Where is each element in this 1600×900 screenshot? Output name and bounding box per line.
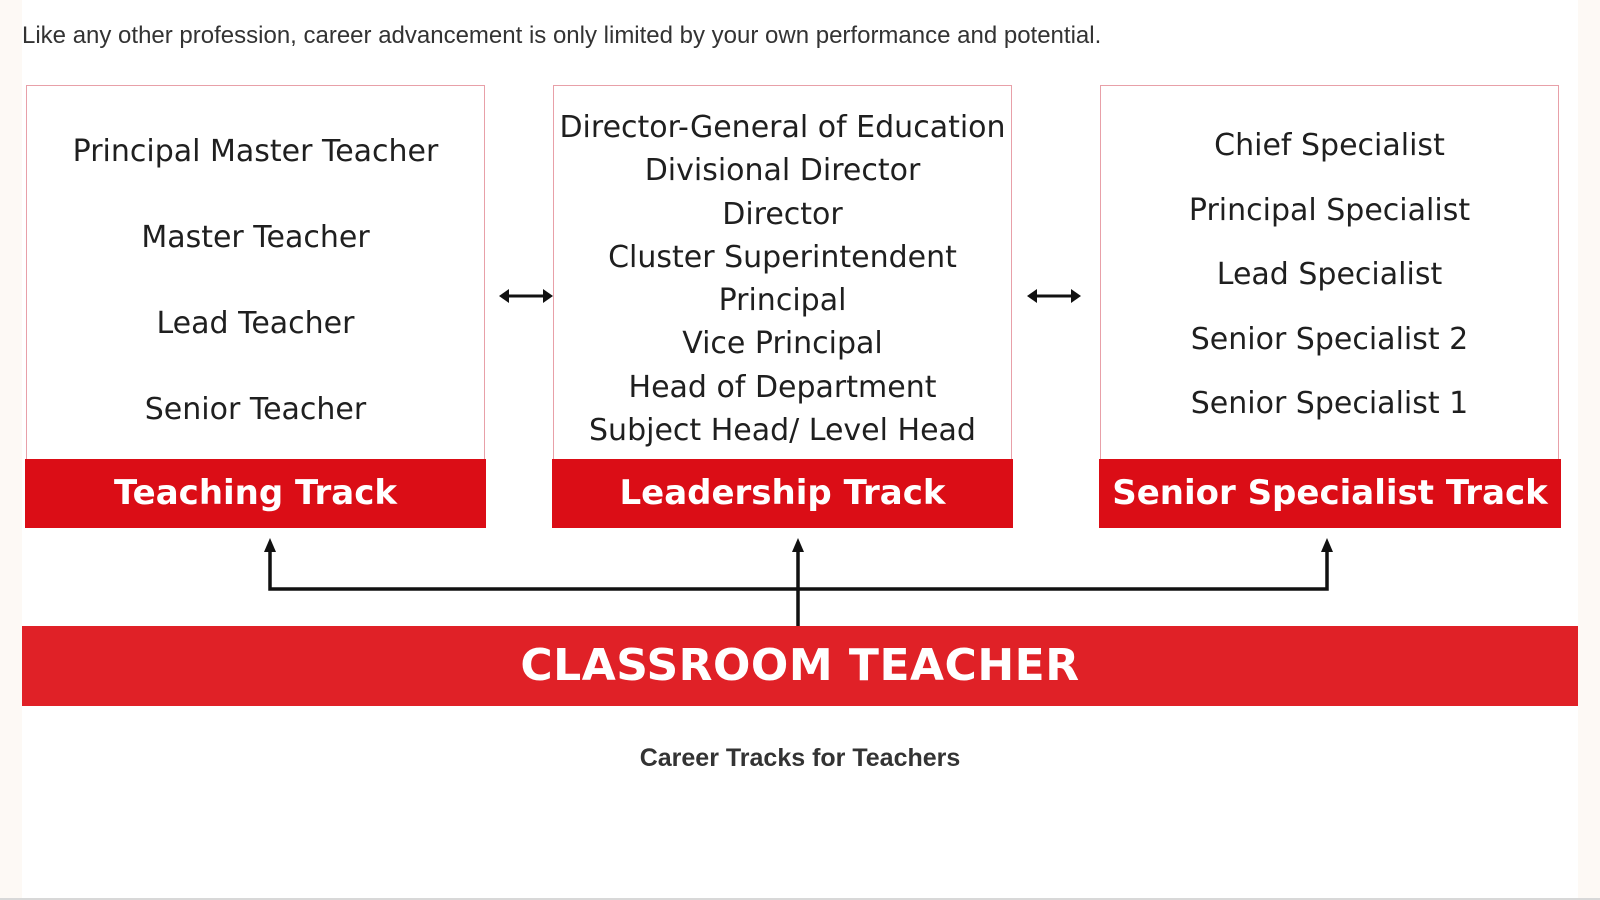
leadership-role: Director [722,196,843,232]
leadership-track-roles [554,106,1011,452]
specialist-track-label: Senior Specialist Track [1099,459,1561,528]
figure-caption: Career Tracks for Teachers [639,744,961,772]
teaching-track-box [26,85,485,459]
up-arrow-icon [1321,538,1333,552]
teaching-role: Master Teacher [141,220,370,255]
double-arrow-icon [499,286,553,306]
leadership-track-label: Leadership Track [552,459,1013,528]
specialist-track-roles [1101,128,1558,451]
up-arrow-icon [264,538,276,552]
teaching-track-label: Teaching Track [25,459,486,528]
intro-text: Like any other profession, career advancement is only limited by your own performance and potential. [22,22,1102,49]
leadership-role: Principal [718,283,847,319]
leadership-track-box [553,85,1012,459]
double-arrow-icon [1027,286,1081,306]
teaching-role: Lead Teacher [156,306,355,341]
specialist-track-box [1100,85,1559,459]
teaching-track-roles [27,134,484,478]
leadership-role: Head of Department [628,369,937,405]
specialist-role: Senior Specialist 1 [1190,386,1469,421]
leadership-role: Vice Principal [682,326,883,362]
classroom-teacher-bar: CLASSROOM TEACHER [22,626,1578,706]
up-arrow-icon [792,538,804,552]
leadership-role: Director-General of Education [559,110,1006,145]
specialist-role: Principal Specialist [1188,192,1471,228]
teaching-role: Senior Teacher [144,392,367,427]
leadership-role: Subject Head/ Level Head [589,413,976,449]
specialist-role: Senior Specialist 2 [1190,321,1469,357]
teaching-role: Principal Master Teacher [72,134,439,169]
specialist-role: Lead Specialist [1216,257,1443,292]
connector-arrows [22,530,1578,630]
page [22,0,1578,900]
leadership-role: Divisional Director [644,153,921,189]
specialist-role: Chief Specialist [1214,128,1445,163]
leadership-role: Cluster Superintendent [608,239,957,275]
